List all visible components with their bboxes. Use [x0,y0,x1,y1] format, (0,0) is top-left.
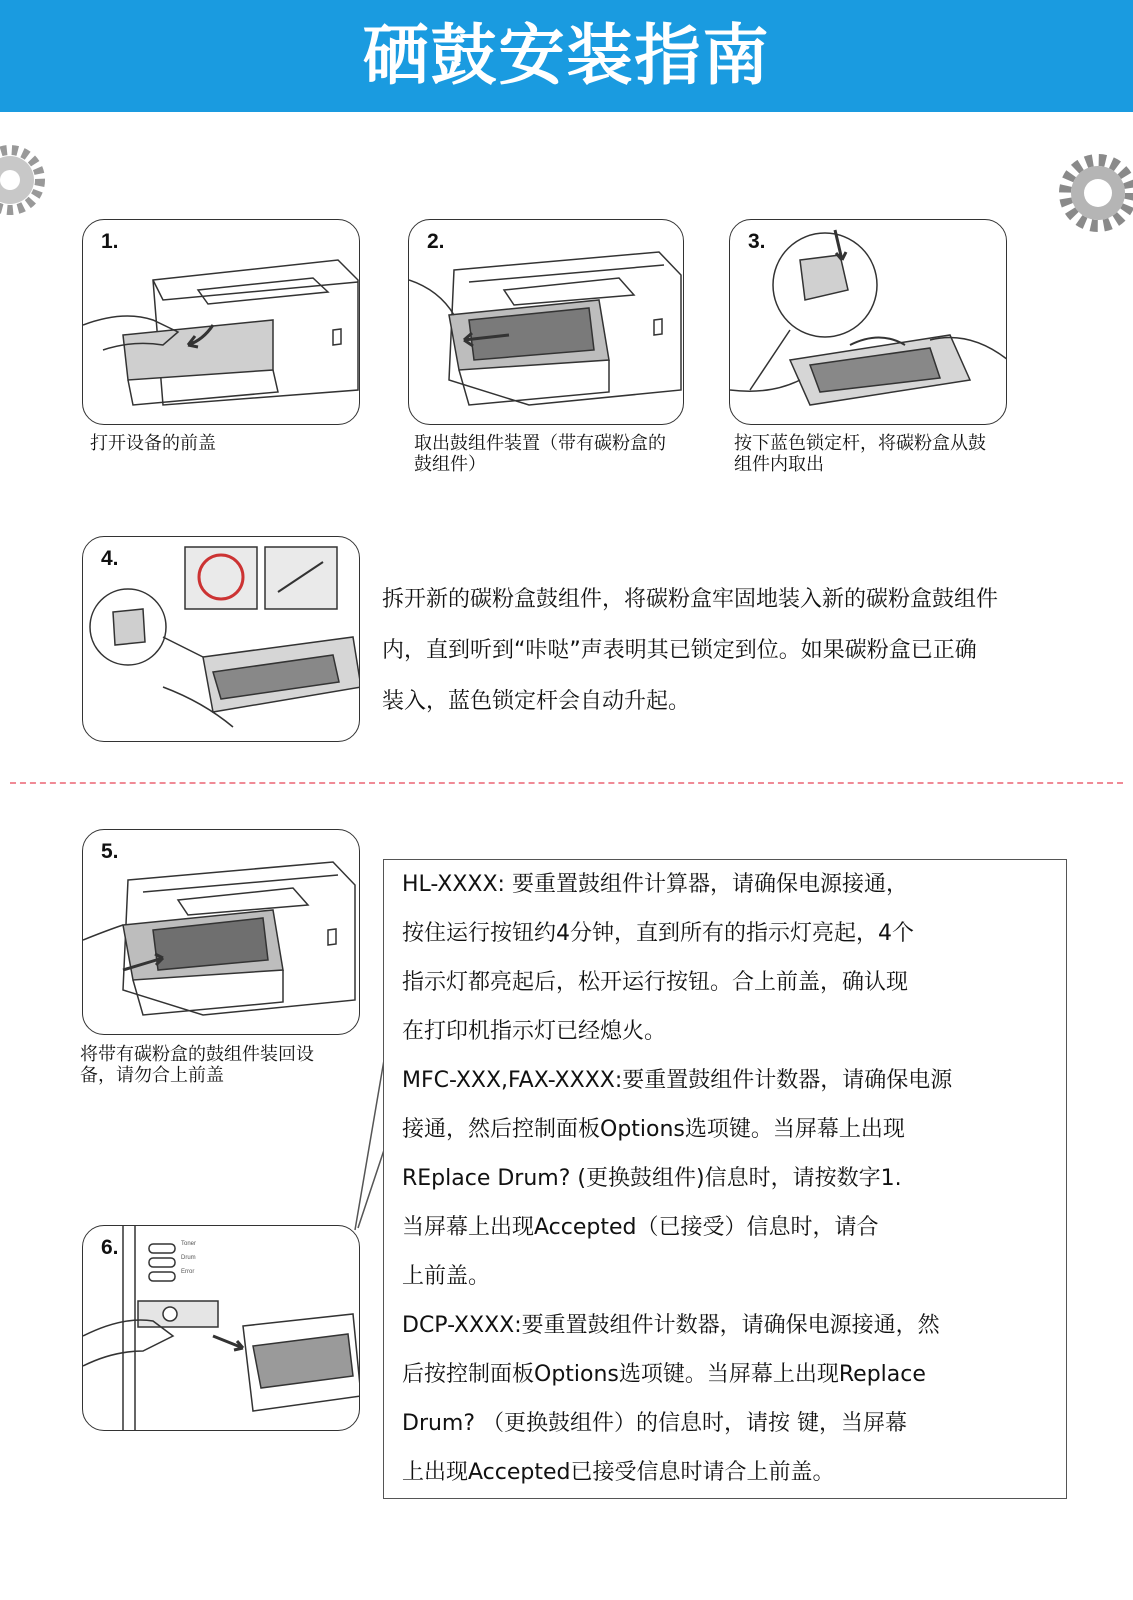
step-4-number: 4. [101,547,119,570]
panel-label-error: Error [181,1269,195,1275]
info-line: DCP-XXXX:要重置鼓组件计数器，请确保电源接通，然 [402,1313,940,1338]
paragraph-line: 内，直到听到“咔哒”声表明其已锁定到位。如果碳粉盒已正确 [382,638,977,663]
info-line: Drum? （更换鼓组件）的信息时，请按 键，当屏幕 [402,1411,908,1436]
info-line: MFC-XXX,FAX-XXXX:要重置鼓组件计数器，请确保电源 [402,1068,953,1093]
info-line: 指示灯都亮起后，松开运行按钮。合上前盖，确认现 [402,970,909,995]
paragraph-line: 拆开新的碳粉盒鼓组件，将碳粉盒牢固地装入新的碳粉盒鼓组件 [382,587,999,612]
caption-line: 取出鼓组件装置（带有碳粉盒的 [414,433,666,454]
info-line: 按住运行按钮约4分钟，直到所有的指示灯亮起，4个 [402,921,914,946]
info-line: 在打印机指示灯已经熄火。 [402,1019,667,1044]
step-6-number: 6. [101,1236,119,1259]
info-line: 上前盖。 [402,1264,491,1289]
info-line: 接通，然后控制面板Options选项键。当屏幕上出现 [402,1117,905,1142]
panel-label-toner: Toner [181,1241,197,1247]
step-3-number: 3. [748,230,766,253]
info-line: REplace Drum? (更换鼓组件)信息时，请按数字1. [402,1166,902,1191]
caption-line: 将带有碳粉盒的鼓组件装回设 [80,1044,314,1065]
step-2-number: 2. [427,230,445,253]
caption-line: 组件内取出 [734,454,824,475]
reset-instructions-box [383,859,1067,1499]
info-line: HL-XXXX: 要重置鼓组件计算器，请确保电源接通， [402,872,908,897]
step-5-number: 5. [101,840,119,863]
info-line: 上出现Accepted已接受信息时请合上前盖。 [402,1460,835,1485]
caption-line: 按下蓝色锁定杆，将碳粉盒从鼓 [734,433,986,454]
page-title: 硒鼓安装指南 [362,17,771,94]
caption-line: 鼓组件） [414,454,486,475]
caption-line: 打开设备的前盖 [90,433,216,454]
panel-label-drum: Drum [181,1255,196,1261]
caption-line: 备，请勿合上前盖 [80,1065,224,1086]
paragraph-line: 装入，蓝色锁定杆会自动升起。 [382,689,691,714]
info-line: 当屏幕上出现Accepted（已接受）信息时，请合 [402,1215,879,1240]
step-1-number: 1. [101,230,119,253]
info-line: 后按控制面板Options选项键。当屏幕上出现Replace [402,1362,926,1387]
